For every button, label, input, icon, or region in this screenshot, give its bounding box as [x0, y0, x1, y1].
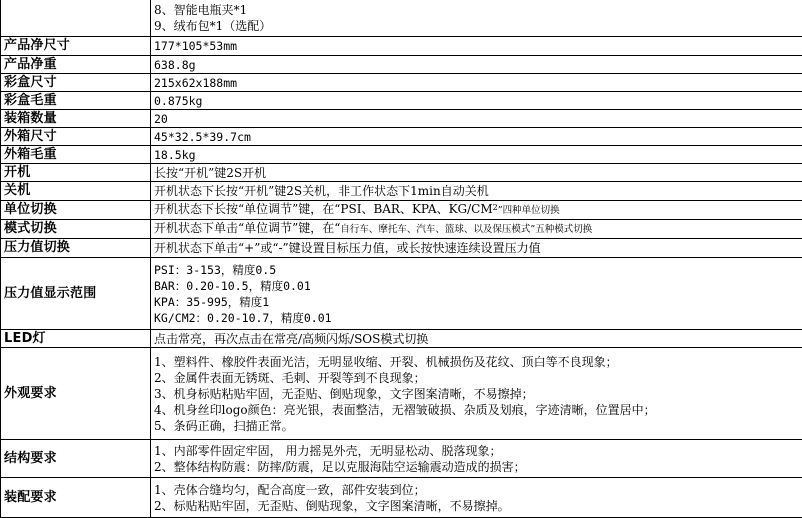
table-row: [1, 258, 802, 330]
requirement-line: 2、标贴粘贴牢固，无歪贴、倒贴现象，文字图案清晰，不易擦掉。: [154, 498, 800, 514]
unit-switch-label: 单位切换: [1, 201, 151, 220]
unit-switch-value: [151, 201, 802, 220]
mode-switch-label: 模式切换: [1, 220, 151, 239]
net-weight-value: 638.8g: [151, 56, 802, 74]
accessory-item: 8、智能电瓶夹*1: [154, 2, 800, 18]
box-size-label: 彩盒尺寸: [1, 74, 151, 92]
table-row: [1, 182, 802, 201]
net-weight-label: 产品净重: [1, 56, 151, 74]
appearance-label: 外观要求: [1, 348, 151, 440]
pack-qty-value: 20: [151, 110, 802, 128]
table-row: [1, 110, 802, 128]
table-row: [1, 201, 802, 220]
table-row: [1, 330, 802, 348]
box-size-value: 215x62x188mm: [151, 74, 802, 92]
table-row: [1, 37, 802, 56]
range-line: BAR：0.20-10.5，精度0.01: [154, 278, 800, 294]
pressure-set-label: 压力值切换: [1, 239, 151, 258]
pack-qty-label: 装箱数量: [1, 110, 151, 128]
appearance-cell: [151, 348, 802, 440]
table-row: [1, 92, 802, 110]
carton-weight-value: 18.5kg: [151, 146, 802, 164]
table-row: [1, 348, 802, 440]
requirement-line: 5、条码正确，扫描正常。: [154, 418, 800, 434]
requirement-line: 1、内部零件固定牢固， 用力摇晃外壳，无明显松动、脱落现象；: [154, 443, 800, 459]
display-range-cell: [151, 258, 802, 330]
table-row: [1, 220, 802, 239]
requirement-line: 1、壳体合缝均匀，配合高度一致，部件安装到位；: [154, 482, 800, 498]
table-row: [1, 146, 802, 164]
accessory-item: 9、绒布包*1（选配）: [154, 18, 800, 34]
power-on-label: 开机: [1, 164, 151, 182]
row-label-empty: [1, 0, 151, 37]
box-weight-value: 0.875kg: [151, 92, 802, 110]
structure-label: 结构要求: [1, 440, 151, 478]
requirement-line: 2、金属件表面无锈斑、毛刺、开裂等到不良现象；: [154, 370, 800, 386]
table-row: [1, 239, 802, 258]
table-row: [1, 128, 802, 146]
power-on-value: 长按“开机”键2S开机: [151, 164, 802, 182]
range-line: KG/CM2：0.20-10.7，精度0.01: [154, 310, 800, 326]
unit-switch-superscript: 2: [493, 203, 498, 212]
range-line: PSI：3-153，精度0.5: [154, 262, 800, 278]
led-label: LED灯: [1, 330, 151, 348]
unit-switch-tail: ”四种单位切换: [498, 205, 560, 216]
range-line: KPA：35-995，精度1: [154, 294, 800, 310]
table-row: [1, 56, 802, 74]
power-off-label: 关机: [1, 182, 151, 201]
carton-weight-label: 外箱毛重: [1, 146, 151, 164]
led-value: 点击常亮，再次点击在常亮/高频闪烁/SOS模式切换: [151, 330, 802, 348]
pressure-set-value: 开机状态下单击“+”或“-”键设置目标压力值，或长按快速连续设置压力值: [151, 239, 802, 258]
mode-switch-text: 开机状态下单击“单位调节”键，在“: [154, 221, 340, 235]
carton-size-value: 45*32.5*39.7cm: [151, 128, 802, 146]
display-range-label: 压力值显示范围: [1, 258, 151, 330]
requirement-line: 1、塑料件、橡胶件表面光洁，无明显收缩、开裂、机械损伤及花纹、顶白等不良现象；: [154, 354, 800, 370]
table-row: [1, 440, 802, 478]
table-row: [1, 74, 802, 92]
requirement-line: 2、整体结构防震：防摔/防震，足以克服海陆空运输震动造成的损害；: [154, 459, 800, 475]
net-size-label: 产品净尺寸: [1, 37, 151, 56]
table-row: [1, 164, 802, 182]
requirement-line: 3、机身标贴粘贴牢固，无歪贴、倒贴现象，文字图案清晰，不易擦掉；: [154, 386, 800, 402]
assembly-label: 装配要求: [1, 478, 151, 518]
unit-switch-text: 开机状态下长按“单位调节”键，在“PSI、BAR、KPA、KG/CM: [154, 202, 493, 216]
requirement-line: 4、机身丝印logo颜色：亮光银，表面整洁，无褶皱破损、杂质及划痕，字迹清晰，位置居中；: [154, 402, 800, 418]
table-row: [1, 0, 802, 37]
carton-size-label: 外箱尺寸: [1, 128, 151, 146]
structure-cell: [151, 440, 802, 478]
accessories-cell: [151, 0, 802, 37]
net-size-value: 177*105*53mm: [151, 37, 802, 56]
mode-switch-tail: 自行车、摩托车、汽车、篮球、以及保压模式”五种模式切换: [340, 224, 592, 235]
mode-switch-value: [151, 220, 802, 239]
power-off-value: 开机状态下长按“开机”键2S关机，非工作状态下1min自动关机: [151, 182, 802, 201]
box-weight-label: 彩盒毛重: [1, 92, 151, 110]
